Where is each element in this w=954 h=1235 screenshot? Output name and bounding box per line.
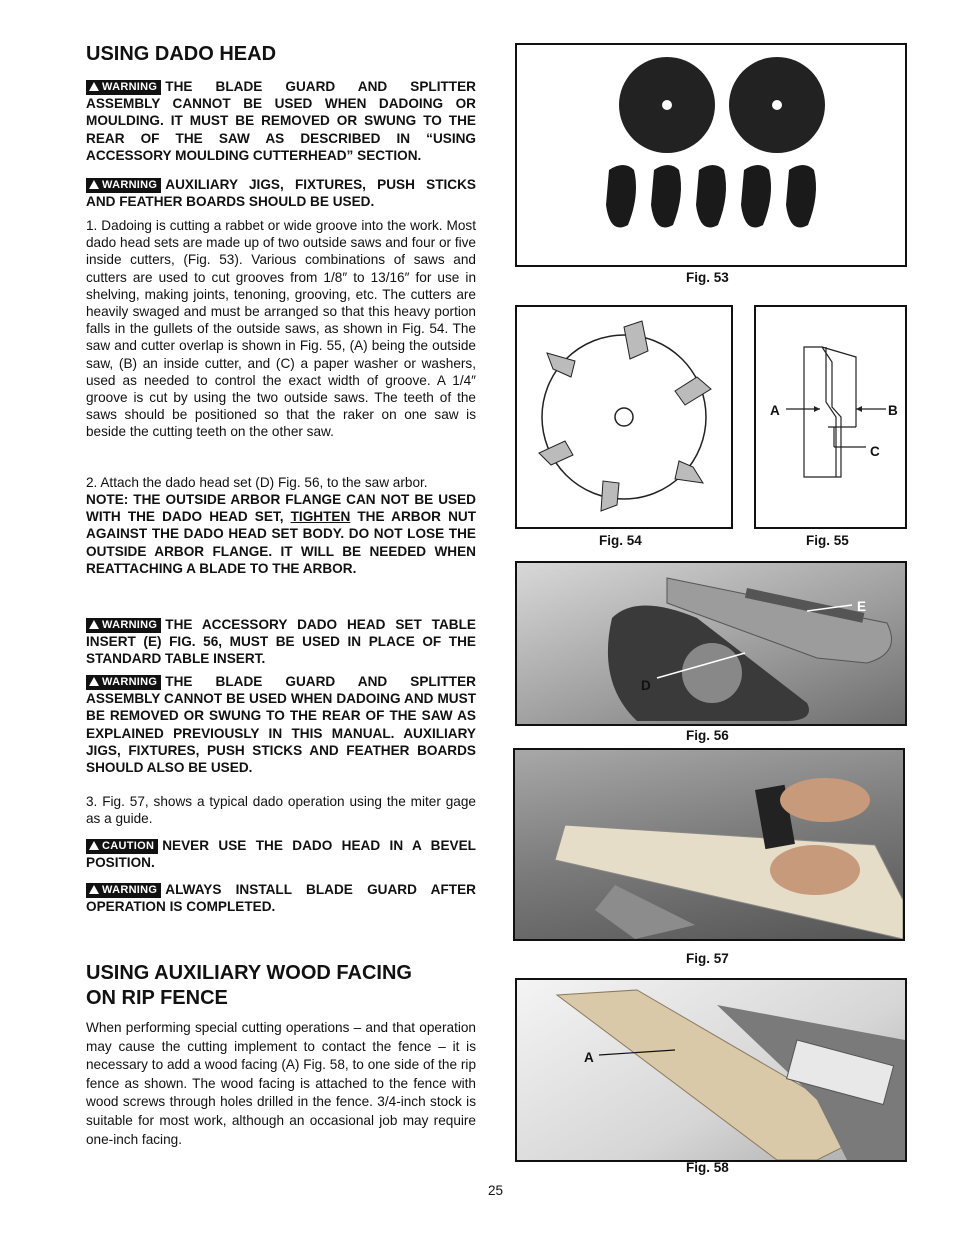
paragraph-3: 3. Fig. 57, shows a typical dado operation using the miter gage as a guide. [86, 794, 476, 827]
section-title-dado: USING DADO HEAD [86, 43, 277, 65]
label-a-outside-saw: A [770, 403, 780, 418]
paragraph-facing: When performing special cutting operations – and that operation may cause the cutting implement to contact the fence – it is necessary to add a wood facing (A) Fig. 58, to one side of the rip fence as shown. The wood facing is attached to the fence with wood screws through holes drilled in the fence. 3/4-inch stock is suitable for most work, although an occasional job may require one-inch facing. [86, 1020, 476, 1147]
paragraph-1: 1. Dadoing is cutting a rabbet or wide groove into the work. Most dado head sets are made up of two outside saws and four or five inside cutters, (Fig. 53). Various combinations of saws and cutters are used to cut grooves from 1/8″ to 13/16″ for use in shelving, making joints, tenoning, grooving, etc. The cutters are heavily swaged and must be arranged so that this heavy portion falls in the gullets of the outside saws, as shown in Fig. 54. The saw and cutter overlap is shown in Fig. 55, (A) being the outside saw, (B) an inside cutter, and (C) a paper washer or washers, used as needed to control the exact width of groove. A 1/4″ groove is cut by using the two outside saws. The teeth of the saws should be positioned so that the raker on one saw is beside the cutting teeth on the other saw. [86, 218, 476, 440]
dado-saws-cutters-illustration [517, 45, 905, 265]
warning-4: WARNING THE BLADE GUARD AND SPLITTER ASSEMBLY CANNOT BE USED WHEN DADOING AND MUST BE REMOVED OR SWUNG TO THE REAR OF THE SAW AS EXPLAINED PREVIOUSLY IN THIS MANUAL. AUXILIARY JIGS, FIXTURES, PUSH STICKS AND FEATHER BOARDS SHOULD ALSO BE USED. [86, 674, 476, 776]
table-insert-photo [517, 563, 905, 724]
paragraph-2: 2. Attach the dado head set (D) Fig. 56, to the saw arbor. [86, 475, 428, 490]
warning-1: WARNING THE BLADE GUARD AND SPLITTER ASSEMBLY CANNOT BE USED WHEN DADOING OR MOULDING. IT MUST BE REMOVED OR SWUNG TO THE REAR OF THE SAW AS DESCRIBED IN “USING ACCESSORY MOULDING CUTTERHEAD” SECTION. [86, 79, 476, 163]
warning-badge: WARNING [86, 675, 161, 690]
warning-3: WARNING THE ACCESSORY DADO HEAD SET TABLE INSERT (E) FIG. 56, MUST BE USED IN PLACE OF THE STANDARD TABLE INSERT. [86, 617, 476, 667]
warning-triangle-icon [89, 82, 99, 91]
warning-badge: WARNING [86, 80, 161, 95]
warning-2: WARNING AUXILIARY JIGS, FIXTURES, PUSH STICKS AND FEATHER BOARDS SHOULD BE USED. [86, 177, 476, 210]
rip-fence-facing-photo [517, 980, 905, 1160]
label-b-inside-cutter: B [888, 403, 898, 418]
warning-badge: WARNING [86, 883, 161, 898]
figure-55-saw-cutter-overlap [754, 305, 907, 529]
caption-fig-55: Fig. 55 [806, 533, 849, 548]
warning-triangle-icon [89, 180, 99, 189]
warning-5: WARNING ALWAYS INSTALL BLADE GUARD AFTER OPERATION IS COMPLETED. [86, 882, 476, 915]
figure-54-cutter-arrangement [515, 305, 733, 529]
warning-triangle-icon [89, 620, 99, 629]
warning-triangle-icon [89, 885, 99, 894]
page-number: 25 [488, 1183, 504, 1198]
note-arbor-flange: NOTE: THE OUTSIDE ARBOR FLANGE CAN NOT BE USED WITH THE DADO HEAD SET, TIGHTEN THE ARBOR NUT AGAINST THE DADO HEAD SET BODY. DO NOT LOSE THE OUTSIDE ARBOR FLANGE. IT WILL BE NEEDED WHEN REATTACHING A BLADE TO THE ARBOR. [86, 492, 477, 576]
figure-56-dado-insert-photo [515, 561, 907, 726]
caption-fig-57: Fig. 57 [686, 951, 729, 966]
warning-badge: WARNING [86, 618, 161, 633]
warning-triangle-icon [89, 677, 99, 686]
label-c-paper-washer: C [870, 444, 880, 459]
caption-fig-53: Fig. 53 [686, 270, 729, 285]
dado-cutter-gullet-illustration [517, 307, 731, 527]
caution-triangle-icon [89, 841, 99, 850]
caption-fig-58: Fig. 58 [686, 1160, 729, 1175]
caution-1: CAUTION NEVER USE THE DADO HEAD IN A BEVEL POSITION. [86, 838, 476, 871]
label-d-dado-head: D [641, 678, 651, 693]
label-e-table-insert: E [857, 599, 867, 614]
caption-fig-54: Fig. 54 [599, 533, 642, 548]
caution-badge: CAUTION [86, 839, 158, 854]
caption-fig-56: Fig. 56 [686, 728, 729, 743]
label-a-wood-facing: A [584, 1050, 594, 1065]
figure-53-dado-set [515, 43, 907, 267]
figure-57-dado-operation-photo [513, 748, 905, 941]
warning-badge: WARNING [86, 178, 161, 193]
figure-58-wood-facing-photo [515, 978, 907, 1162]
section-title-facing: USING AUXILIARY WOOD FACING ON RIP FENCE [86, 962, 412, 1009]
dado-operation-photo [515, 750, 903, 939]
